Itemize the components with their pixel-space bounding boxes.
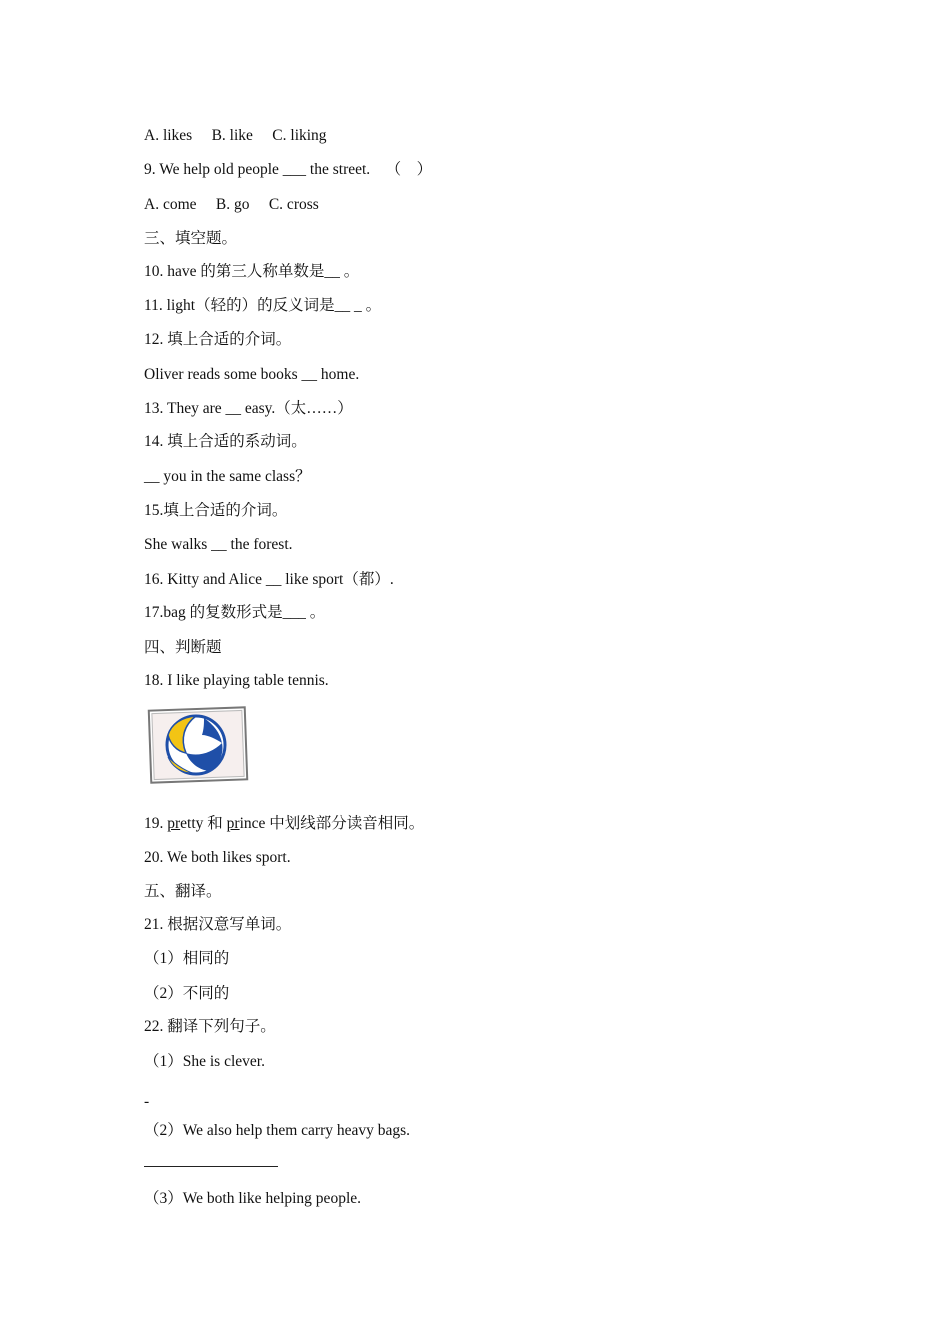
q21: 21. 根据汉意写单词。 (144, 916, 292, 933)
q21-item-2: （2）不同的 (144, 985, 230, 1002)
q19 (144, 814, 424, 834)
q22: 22. 翻译下列句子。 (144, 1018, 276, 1035)
q12-sentence: Oliver reads some books __ home. (144, 366, 360, 383)
q8-options: A. likes B. like C. liking (144, 127, 327, 144)
section-4-heading: 四、判断题 (144, 639, 222, 656)
q12: 12. 填上合适的介词。 (144, 331, 292, 348)
q9-options: A. come B. go C. cross (144, 196, 319, 213)
q15: 15.填上合适的介词。 (144, 502, 288, 519)
section-5-heading: 五、翻译。 (144, 883, 222, 900)
q19-underline-1: pr (167, 815, 181, 832)
q14-sentence: __ you in the same class？ (144, 468, 311, 485)
q11: 11. light（轻的）的反义词是__ _ 。 (144, 297, 382, 314)
q13: 13. They are __ easy.（太……） (144, 400, 353, 417)
section-3-heading: 三、填空题。 (144, 230, 238, 247)
q16: 16. Kitty and Alice __ like sport（都）. (144, 571, 394, 588)
volleyball-picture (146, 705, 250, 785)
volleyball-icon (146, 705, 250, 785)
answer-line (144, 1166, 278, 1167)
q15-sentence: She walks __ the forest. (144, 536, 293, 553)
q9-question: 9. We help old people ___ the street. （ ） (144, 161, 433, 178)
q22-item-1: （1）She is clever. (144, 1053, 265, 1070)
q19-suffix: ince 中划线部分读音相同。 (239, 815, 425, 832)
q18: 18. I like playing table tennis. (144, 672, 329, 689)
q19-middle: etty 和 (180, 815, 227, 832)
q21-item-1: （1）相同的 (144, 950, 230, 967)
q19-underline-2: pr (226, 815, 240, 832)
q20: 20. We both likes sport. (144, 849, 291, 866)
q22-item-2: （2）We also help them carry heavy bags. (144, 1122, 411, 1139)
q17: 17.bag 的复数形式是___ 。 (144, 604, 326, 621)
q19-prefix: 19. (144, 815, 168, 832)
q22-answer-mark: - (144, 1093, 150, 1110)
q14: 14. 填上合适的系动词。 (144, 433, 307, 450)
q10: 10. have 的第三人称单数是__ 。 (144, 263, 360, 280)
q22-item-3: （3）We both like helping people. (144, 1190, 362, 1207)
